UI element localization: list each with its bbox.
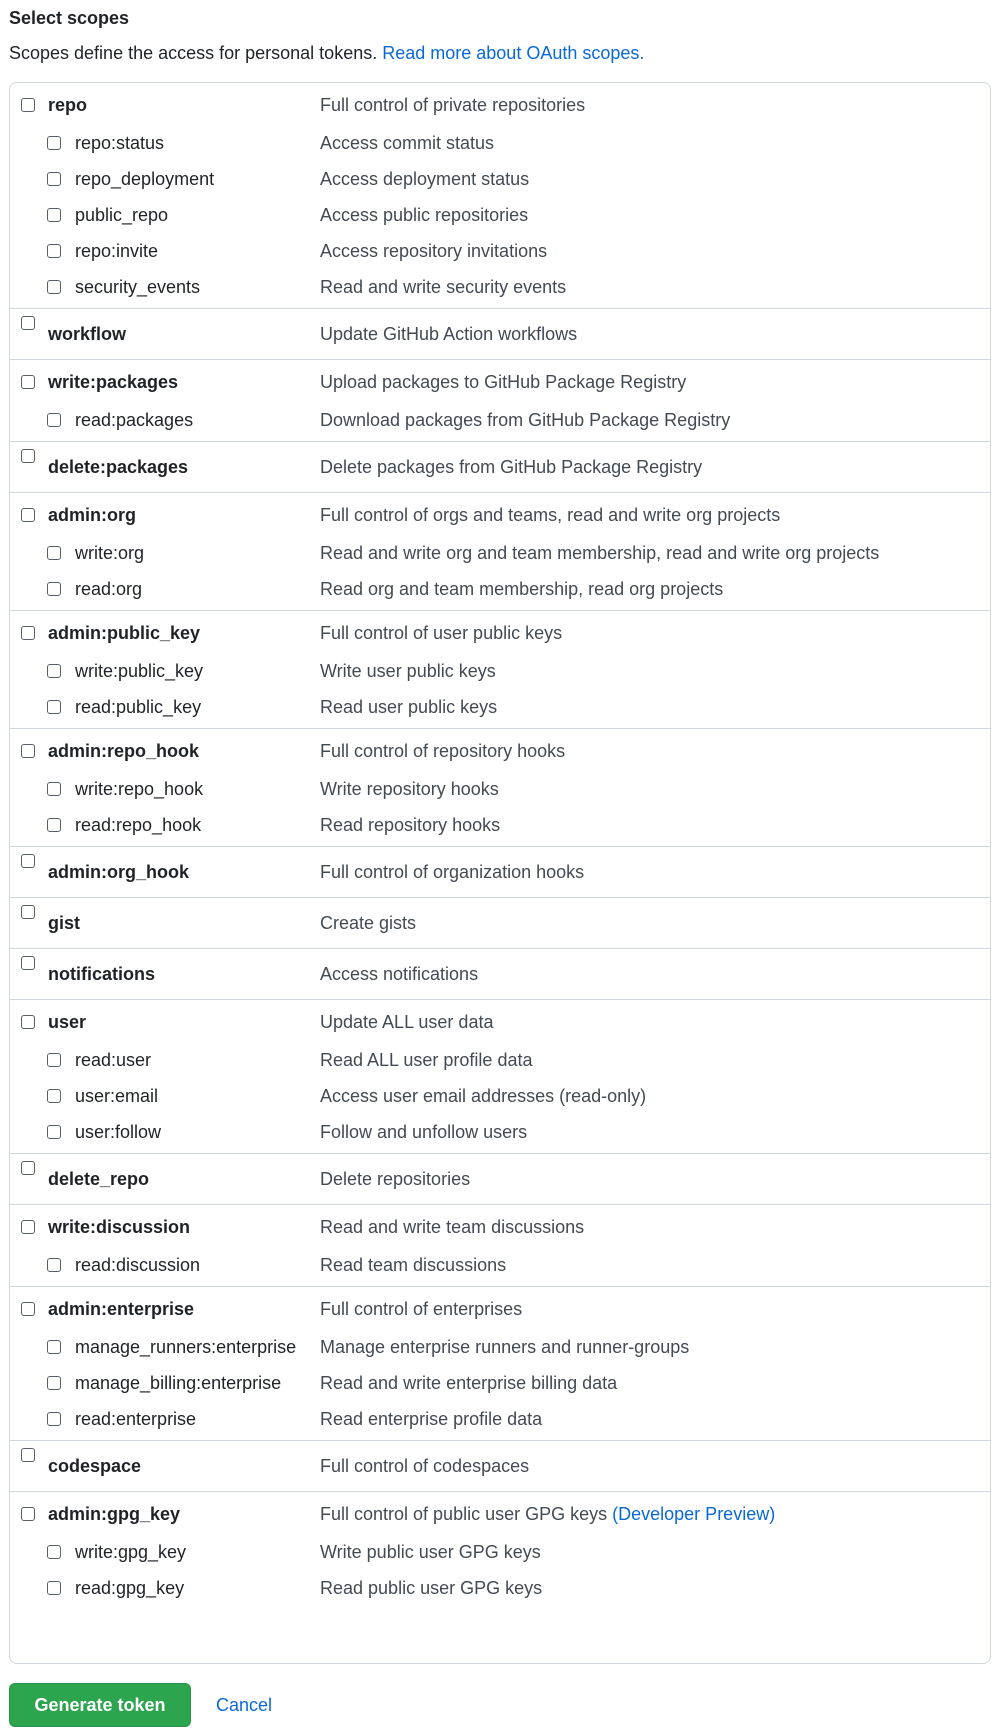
scopes-list [9, 82, 991, 1664]
scope-checkbox[interactable] [47, 582, 61, 596]
scope-row-child [10, 1329, 990, 1365]
scope-checkbox[interactable] [21, 375, 35, 389]
oauth-scopes-link[interactable]: Read more about OAuth scopes. [382, 43, 645, 63]
scope-description-text: Read user public keys [320, 697, 498, 717]
scope-description [320, 1534, 541, 1570]
scope-checkbox[interactable] [47, 1089, 61, 1103]
scope-name: workflow [48, 324, 127, 344]
scope-row-parent [10, 309, 990, 359]
scope-checkbox[interactable] [47, 1376, 61, 1390]
scopes-intro [9, 41, 644, 65]
scope-description-text: Read ALL user profile data [320, 1050, 533, 1070]
scope-group-codespace [10, 1441, 990, 1492]
scope-checkbox[interactable] [21, 1161, 35, 1175]
scope-row-parent [10, 847, 990, 897]
scope-description-text: Read and write team discussions [320, 1217, 585, 1237]
scope-name: public_repo [75, 205, 169, 225]
scope-description [320, 161, 529, 197]
cancel-link[interactable]: Cancel [216, 1695, 273, 1715]
scope-description [320, 807, 500, 843]
scope-group-repo [10, 83, 990, 309]
scope-checkbox[interactable] [47, 664, 61, 678]
scope-name: read:org [75, 579, 143, 599]
scope-name: read:discussion [75, 1255, 201, 1275]
scope-name: admin:public_key [48, 623, 201, 643]
scope-name: codespace [48, 1456, 142, 1476]
scope-checkbox[interactable] [21, 98, 35, 112]
scope-description [320, 1401, 542, 1437]
scope-row-child [10, 197, 990, 233]
scope-checkbox[interactable] [21, 1448, 35, 1462]
scope-row-child [10, 535, 990, 571]
scope-description-text: Access user email addresses (read-only) [320, 1086, 647, 1106]
scope-description [320, 905, 416, 941]
scope-description-text: Update ALL user data [320, 1012, 494, 1032]
scope-description [320, 1448, 529, 1484]
scope-checkbox[interactable] [21, 1302, 35, 1316]
scope-description [320, 1329, 689, 1365]
scope-description-text: Read org and team membership, read org projects [320, 579, 724, 599]
scope-description-text: Read repository hooks [320, 815, 501, 835]
scope-row-parent [10, 898, 990, 948]
scope-row-child [10, 1365, 990, 1401]
scope-description-text: Write user public keys [320, 661, 496, 681]
scope-description [320, 771, 499, 807]
scope-row-child [10, 1042, 990, 1078]
scope-row-parent [10, 87, 990, 125]
scope-row-child [10, 1534, 990, 1570]
scope-description [320, 125, 494, 161]
scope-group-user [10, 1000, 990, 1154]
scope-row-child [10, 689, 990, 725]
scope-row-parent [10, 1154, 990, 1204]
scope-description [320, 497, 780, 533]
scope-checkbox[interactable] [21, 1507, 35, 1521]
scope-checkbox[interactable] [21, 1015, 35, 1029]
scope-description-text: Read team discussions [320, 1255, 507, 1275]
scope-group-admin-gpg-key [10, 1492, 990, 1609]
scope-checkbox[interactable] [47, 782, 61, 796]
scope-name: user:follow [75, 1122, 162, 1142]
scope-description [320, 1496, 775, 1532]
scope-group-admin-org-hook [10, 847, 990, 898]
scope-name: admin:repo_hook [48, 741, 200, 761]
scope-checkbox[interactable] [21, 956, 35, 970]
scope-row-child [10, 1247, 990, 1283]
scope-description-text: Delete packages from GitHub Package Registry [320, 457, 703, 477]
scope-description-text: Access notifications [320, 964, 479, 984]
scope-name: admin:org [48, 505, 136, 525]
scope-description-text: Write repository hooks [320, 779, 499, 799]
scope-description-text: Update GitHub Action workflows [320, 324, 578, 344]
scope-description [320, 316, 577, 352]
scope-row-child [10, 1114, 990, 1150]
scope-description-text: Read and write enterprise billing data [320, 1373, 618, 1393]
scope-name: repo:invite [75, 241, 159, 261]
scope-row-child [10, 807, 990, 843]
scope-description [320, 1209, 584, 1245]
scope-row-parent [10, 1291, 990, 1329]
scope-name: write:packages [48, 372, 179, 392]
scope-description [320, 449, 702, 485]
scope-description-text: Delete repositories [320, 1169, 471, 1189]
scope-checkbox[interactable] [47, 546, 61, 560]
scope-description-text: Full control of user public keys [320, 623, 563, 643]
scope-checkbox[interactable] [47, 244, 61, 258]
scope-description-text: Download packages from GitHub Package Registry [320, 410, 731, 430]
scope-name: user [48, 1012, 87, 1032]
scope-name: write:org [75, 543, 145, 563]
scope-description-text: Create gists [320, 913, 417, 933]
scope-name: write:discussion [48, 1217, 191, 1237]
scope-row-parent [10, 364, 990, 402]
scope-description [320, 615, 562, 651]
scope-row-parent [10, 1441, 990, 1491]
scope-group-delete-packages [10, 442, 990, 493]
scope-description [320, 689, 497, 725]
scope-description-text: Full control of private repositories [320, 95, 586, 115]
scope-row-parent [10, 949, 990, 999]
scope-description [320, 1078, 646, 1114]
scope-name: read:repo_hook [75, 815, 202, 835]
scope-group-workflow [10, 309, 990, 360]
scope-name: admin:enterprise [48, 1299, 195, 1319]
scope-description-text: Upload packages to GitHub Package Registry [320, 372, 687, 392]
scope-description [320, 653, 496, 689]
scope-description [320, 1114, 527, 1150]
scope-checkbox[interactable] [47, 818, 61, 832]
scope-row-child [10, 1401, 990, 1437]
scope-description-text: Full control of organization hooks [320, 862, 585, 882]
scope-name: admin:gpg_key [48, 1504, 181, 1524]
scope-description [320, 1365, 617, 1401]
scope-row-child [10, 161, 990, 197]
scope-checkbox[interactable] [47, 1545, 61, 1559]
scope-name: manage_runners:enterprise [75, 1337, 297, 1357]
scope-checkbox[interactable] [47, 1581, 61, 1595]
scope-description-text: Follow and unfollow users [320, 1122, 528, 1142]
scope-description-text: Read enterprise profile data [320, 1409, 543, 1429]
scope-description [320, 535, 879, 571]
scope-row-parent [10, 497, 990, 535]
scope-checkbox[interactable] [21, 744, 35, 758]
scope-row-child [10, 269, 990, 305]
scope-group-write-packages [10, 360, 990, 442]
scope-checkbox[interactable] [47, 1053, 61, 1067]
scope-group-admin-repo-hook [10, 729, 990, 847]
scope-description-text: Access repository invitations [320, 241, 548, 261]
scope-name: delete_repo [48, 1169, 150, 1189]
scope-row-child [10, 771, 990, 807]
scope-description [320, 364, 686, 400]
scope-checkbox[interactable] [47, 1412, 61, 1426]
scope-checkbox[interactable] [47, 172, 61, 186]
scope-description [320, 197, 528, 233]
scope-row-parent [10, 442, 990, 492]
page-title: Select scopes [9, 8, 130, 28]
scope-row-parent [10, 1004, 990, 1042]
generate-token-button[interactable]: Generate token [9, 1683, 191, 1727]
scope-description-text: Access deployment status [320, 169, 530, 189]
scope-description [320, 1042, 532, 1078]
scope-row-child [10, 1078, 990, 1114]
scope-description-text: Full control of enterprises [320, 1299, 523, 1319]
scope-description-text: Access public repositories [320, 205, 529, 225]
scope-checkbox[interactable] [47, 413, 61, 427]
scope-name: admin:org_hook [48, 862, 190, 882]
scope-description [320, 269, 566, 305]
scope-name: gist [48, 913, 81, 933]
scope-description [320, 1004, 493, 1040]
scope-description [320, 1247, 506, 1283]
scope-group-admin-org [10, 493, 990, 611]
scopes-intro-text: Scopes define the access for personal tokens. [9, 43, 378, 63]
scope-name: write:public_key [75, 661, 204, 681]
scope-checkbox[interactable] [21, 1220, 35, 1234]
scope-name: read:enterprise [75, 1409, 197, 1429]
developer-preview-link[interactable]: (Developer Preview) [612, 1504, 776, 1524]
scope-name: repo [48, 95, 88, 115]
scope-row-parent [10, 1496, 990, 1534]
scope-description-text: Write public user GPG keys [320, 1542, 541, 1562]
scope-name: read:packages [75, 410, 194, 430]
scope-description [320, 733, 565, 769]
scope-description-text: Access commit status [320, 133, 495, 153]
scope-name: read:user [75, 1050, 152, 1070]
scope-description-text: Manage enterprise runners and runner-groups [320, 1337, 690, 1357]
scope-checkbox[interactable] [21, 854, 35, 868]
scope-description [320, 956, 478, 992]
scope-name: read:public_key [75, 697, 202, 717]
scope-checkbox[interactable] [21, 316, 35, 330]
scope-name: notifications [48, 964, 155, 984]
scope-group-admin-enterprise [10, 1287, 990, 1441]
scope-row-child [10, 233, 990, 269]
scope-group-admin-public-key [10, 611, 990, 729]
scope-description-text: Read and write org and team membership, read and write org projects [320, 543, 880, 563]
scope-group-delete-repo [10, 1154, 990, 1205]
scope-name: security_events [75, 277, 201, 297]
scope-description-text: Read public user GPG keys [320, 1578, 543, 1598]
scope-group-notifications [10, 949, 990, 1000]
scope-description-text: Full control of public user GPG keys [320, 1504, 608, 1524]
scope-row-child [10, 402, 990, 438]
scope-description [320, 87, 585, 123]
scope-description [320, 1570, 542, 1606]
scope-checkbox[interactable] [21, 905, 35, 919]
scope-description-text: Full control of repository hooks [320, 741, 566, 761]
scope-name: manage_billing:enterprise [75, 1373, 282, 1393]
scope-description [320, 1291, 522, 1327]
scope-row-child [10, 125, 990, 161]
scope-name: repo_deployment [75, 169, 215, 189]
scope-checkbox[interactable] [47, 208, 61, 222]
scope-name: repo:status [75, 133, 165, 153]
scope-checkbox[interactable] [47, 1340, 61, 1354]
scope-row-child [10, 653, 990, 689]
scope-checkbox[interactable] [47, 1125, 61, 1139]
scope-checkbox[interactable] [21, 508, 35, 522]
scope-name: write:repo_hook [75, 779, 204, 799]
scope-name: read:gpg_key [75, 1578, 185, 1598]
scope-group-gist [10, 898, 990, 949]
scope-description [320, 402, 730, 438]
scope-name: delete:packages [48, 457, 189, 477]
scope-checkbox[interactable] [21, 449, 35, 463]
scope-description-text: Read and write security events [320, 277, 567, 297]
scope-description [320, 571, 723, 607]
scope-row-parent [10, 615, 990, 653]
scope-checkbox[interactable] [47, 1258, 61, 1272]
scope-checkbox[interactable] [47, 700, 61, 714]
scope-checkbox[interactable] [21, 626, 35, 640]
scope-description [320, 233, 547, 269]
scope-name: write:gpg_key [75, 1542, 187, 1562]
scope-row-child [10, 1570, 990, 1606]
scope-description-text: Full control of codespaces [320, 1456, 530, 1476]
scope-checkbox[interactable] [47, 280, 61, 294]
scope-row-parent [10, 733, 990, 771]
scope-checkbox[interactable] [47, 136, 61, 150]
scope-row-child [10, 571, 990, 607]
scope-name: user:email [75, 1086, 159, 1106]
scope-description-text: Full control of orgs and teams, read and write org projects [320, 505, 781, 525]
scope-row-parent [10, 1209, 990, 1247]
scope-description [320, 1161, 470, 1197]
scope-description [320, 854, 584, 890]
scope-group-write-discussion [10, 1205, 990, 1287]
